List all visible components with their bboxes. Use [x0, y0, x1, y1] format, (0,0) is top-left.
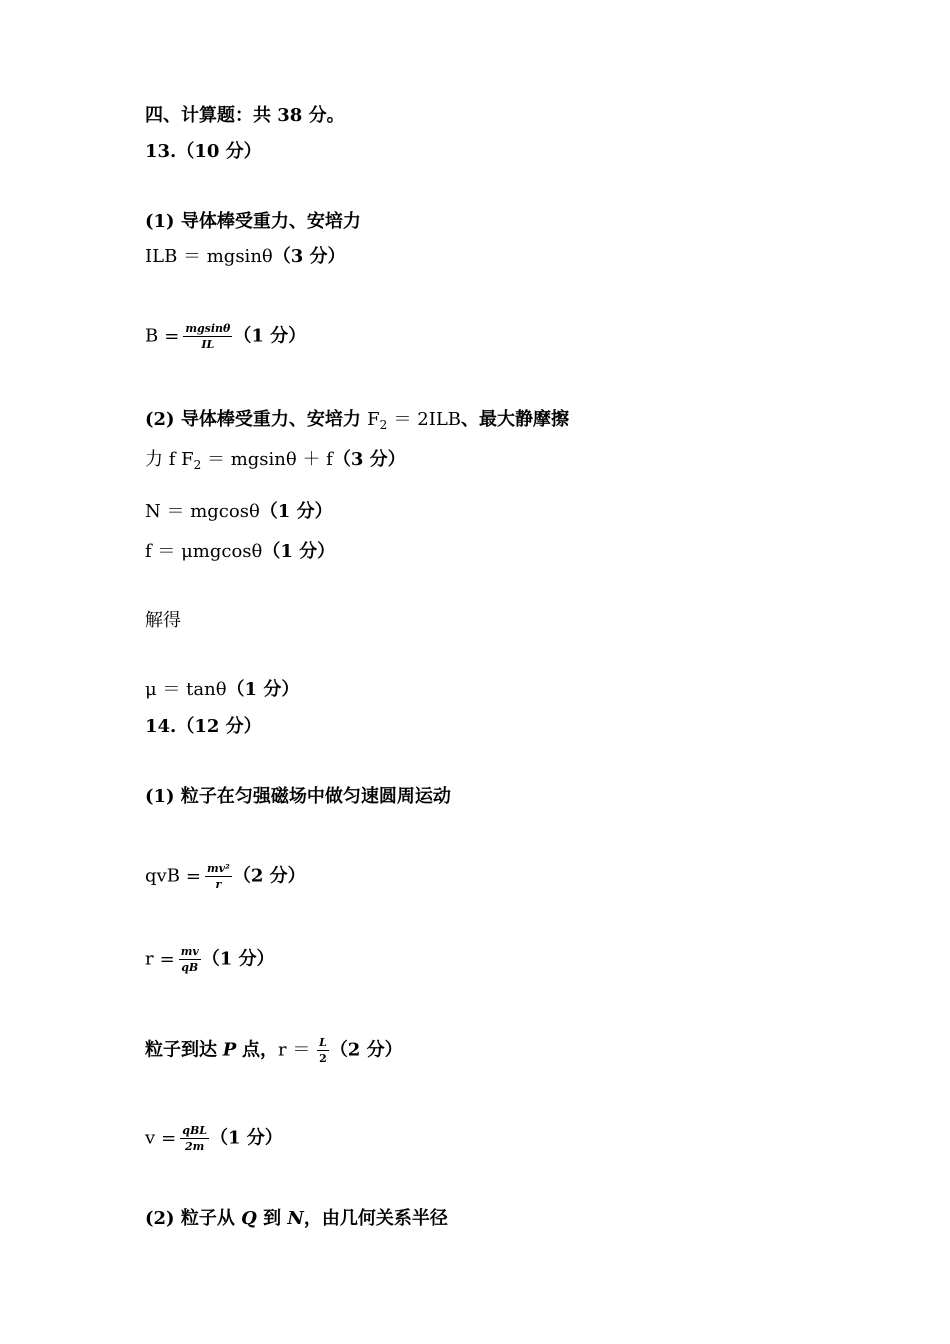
q14-eq4-den: 2m — [184, 1140, 205, 1153]
q14-part1 — [145, 786, 451, 808]
q13-part2-label: (2) — [145, 409, 175, 430]
q13-eq2-den: IL — [201, 338, 215, 351]
q14-eq2-fraction — [179, 945, 201, 974]
q13-part2-force: $F_2$ — [367, 409, 388, 432]
q14-eq4-fraction — [180, 1124, 209, 1153]
q13-part1-label: (1) — [145, 211, 175, 232]
q14-eq4-lhs: v — [145, 1127, 156, 1149]
q14-part2-c: ，由几何关系半径 — [303, 1208, 448, 1229]
q13-eq5-text: μ ＝ tanθ — [145, 679, 227, 700]
q13-eq1-score: （3 分） — [272, 246, 346, 267]
q13-eq3 — [145, 501, 333, 523]
q14-eq1-num: mv² — [207, 862, 230, 875]
q13-eq2-lhs: B — [145, 325, 159, 347]
q14-eq3-a: 粒子到达 — [145, 1039, 217, 1061]
q13-eq2-num: mgsinθ — [185, 322, 231, 335]
q14-part2-q: Q — [241, 1208, 257, 1229]
q13-eq5 — [145, 679, 299, 701]
q14-eq3 — [145, 1036, 403, 1065]
q14-part2 — [145, 1208, 448, 1230]
q14-part2-a: 粒子从 — [180, 1208, 235, 1229]
section-title: 四、计算题：共 38 分。 — [145, 105, 345, 126]
q14-part2-label: (2) — [145, 1208, 175, 1229]
q13-part1-text: 导体棒受重力、安培力 — [180, 211, 361, 232]
q14-eq3-den: 2 — [319, 1052, 327, 1065]
q13-eq2-fraction — [183, 322, 232, 351]
q14-eq3-b: 点， — [242, 1039, 279, 1061]
q13-part2-line2-b: ＝ mgsinθ ＋ f — [207, 449, 333, 470]
q14-eq2-num: mv — [180, 945, 199, 958]
q14-part1-text: 粒子在匀强磁场中做匀速圆周运动 — [180, 786, 451, 807]
q14-eq3-fraction — [317, 1036, 329, 1065]
q13-part2-text-c: 、最大静摩擦 — [461, 409, 570, 430]
q13-eq4-text: f ＝ μmgcosθ — [145, 541, 263, 562]
q13-eq3-text: N ＝ mgcosθ — [145, 501, 260, 522]
q13-part2-text-a: 导体棒受重力、安培力 — [180, 409, 361, 430]
q13-part2 — [145, 409, 569, 436]
q14-eq2: r = $\frac{mv}{qB}$ （1 分） — [145, 945, 275, 974]
q13-eq4 — [145, 541, 335, 563]
q13-part2-line2-force: $F_2$ — [181, 449, 202, 472]
q13-part2-line2-a: 力 f — [145, 449, 176, 470]
q13-solve: 解得 — [145, 610, 181, 631]
q14-part2-n: N — [287, 1208, 304, 1229]
q13-part2-line2 — [145, 449, 406, 476]
q14-eq2-lhs: r — [145, 948, 154, 970]
q14-eq1-lhs: qvB — [145, 865, 180, 887]
q14-part2-b: 到 — [263, 1208, 282, 1229]
q13-eq4-score: （1 分） — [262, 541, 336, 562]
q14-eq1-den: r — [215, 878, 222, 891]
q13-header: 13.（10 分） — [145, 141, 262, 162]
q13-eq2-score: （1 分） — [233, 325, 307, 347]
q13-eq2: B = $\frac{mgsin\theta}{IL}$ （1 分） — [145, 322, 307, 351]
q14-eq1: qvB = $\frac{\text{mv²}}{r}$ （2 分） — [145, 862, 306, 891]
q13-eq5-score: （1 分） — [226, 679, 300, 700]
q14-part1-label: (1) — [145, 786, 175, 807]
q14-eq4: v = $\frac{\text{qBL}}{2m}$ （1 分） — [145, 1124, 283, 1153]
q13-eq1 — [145, 246, 346, 268]
q14-eq4-score: （1 分） — [210, 1127, 283, 1149]
q14-eq2-score: （1 分） — [201, 948, 275, 970]
q13-part2-text-b: ＝ 2ILB — [393, 409, 462, 430]
q14-eq3-point: P — [222, 1039, 237, 1061]
q14-eq1-score: （2 分） — [232, 865, 306, 887]
q14-eq3-num: L — [319, 1036, 327, 1049]
q13-eq1-text: ILB ＝ mgsinθ — [145, 246, 273, 267]
q14-eq3-lhs: r ＝ — [278, 1039, 311, 1061]
q14-eq4-num: qBL — [182, 1124, 207, 1137]
q13-eq3-score: （1 分） — [259, 501, 333, 522]
q14-eq3-score: （2 分） — [329, 1039, 403, 1061]
q13-part2-line2-score: （3 分） — [332, 449, 406, 470]
q14-eq1-fraction — [205, 862, 232, 891]
q14-header: 14.（12 分） — [145, 716, 262, 737]
q13-part1 — [145, 211, 361, 233]
q14-eq2-den: qB — [181, 961, 199, 974]
